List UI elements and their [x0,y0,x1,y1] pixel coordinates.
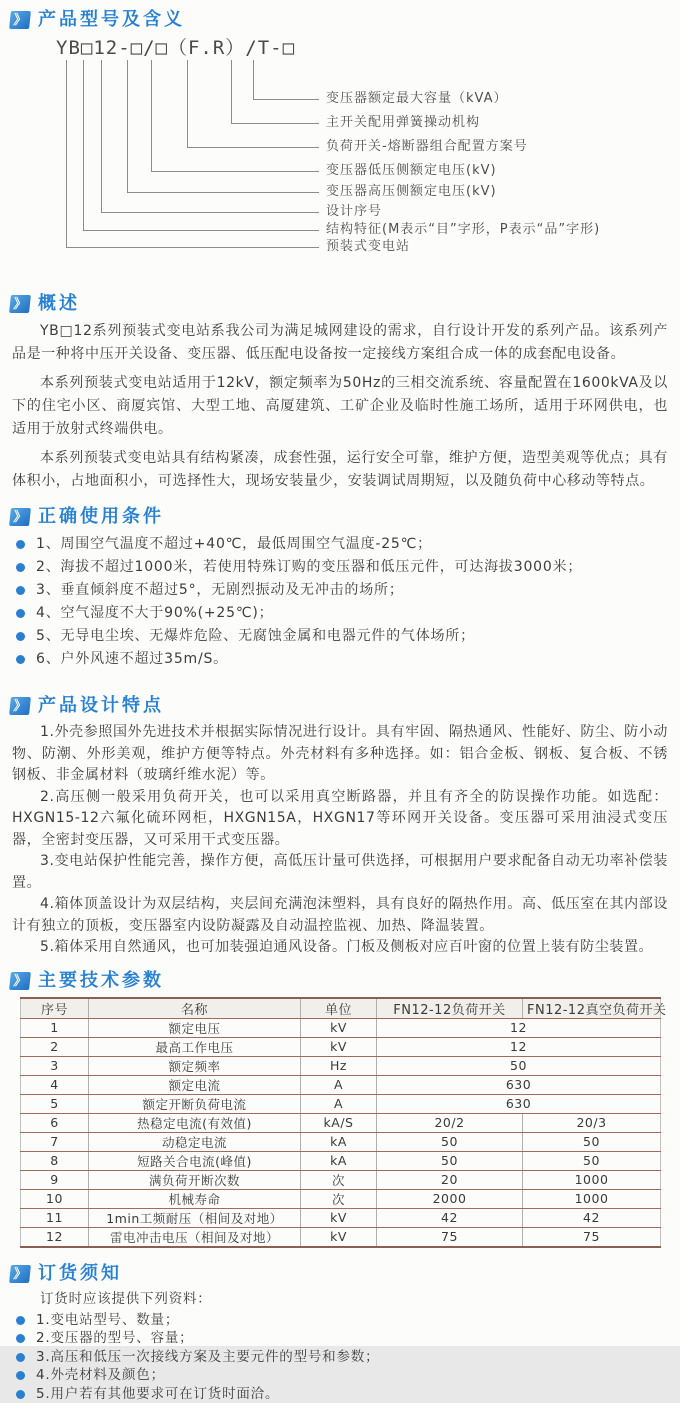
diagram-label: 负荷开关-熔断器组合配置方案号 [326,138,528,156]
table-cell: 满负荷开断次数 [89,1170,301,1189]
table-cell: 1 [21,1018,89,1037]
table-cell: 12 [21,1227,89,1247]
table-row [21,1227,661,1247]
table-cell: 6 [21,1113,89,1132]
table-cell: 8 [21,1151,89,1170]
section-title: 产品设计特点 [38,694,164,718]
table-cell: 1000 [523,1170,661,1189]
paragraph: 本系列预装式变电站适用于12kV，额定频率为50Hz的三相交流系统、容量配置在1600kVA及以下的住宅小区、商厦宾馆、大型工地、高厦建筑、工矿企业及临时性施工场所，适用于环网供电，也适用于放射式终端供电。 [12,372,668,441]
table-cell: 热稳定电流(有效值) [89,1113,301,1132]
conditions-list [0,533,680,670]
table-row [21,1037,661,1056]
table-cell: 12 [377,1037,661,1056]
list-item [16,533,668,555]
table-cell: 11 [21,1208,89,1227]
chevron-marker-icon: 》 [9,508,31,526]
section-model [0,8,680,270]
table-row [21,1132,661,1151]
bullet-icon [16,1353,25,1362]
model-diagram [0,36,680,270]
list-item-text: 4、空气湿度不大于90%(+25℃)； [36,605,273,621]
list-item [16,1330,668,1348]
model-code: YB□12-□/□（F.R）/T-□ [56,36,295,60]
table-header-cell: FN12-12负荷开关 [377,998,523,1019]
list-item [16,1349,668,1367]
list-item [16,1386,668,1403]
diagram-label: 结构特征(M表示“目”字形，P表示“品”字形) [326,221,600,239]
table-header-cell: 序号 [21,998,89,1019]
chevron-marker-icon: 》 [9,697,31,715]
chevron-marker-icon: 》 [9,1265,31,1283]
list-item [16,556,668,578]
section-parameters [0,969,680,1248]
diagram-label: 主开关配用弹簧操动机构 [326,114,480,132]
list-item-text: 1.变电站型号、数量； [36,1312,179,1328]
table-row [21,1094,661,1113]
bullet-icon [16,1316,25,1325]
section-title: 概述 [38,292,80,316]
section-conditions-heading [10,505,680,529]
table-cell: 次 [301,1189,377,1208]
table-cell: 10 [21,1189,89,1208]
section-model-heading [10,8,680,32]
table-cell: 630 [377,1094,661,1113]
table-cell: 42 [523,1208,661,1227]
table-cell: 机械寿命 [89,1189,301,1208]
list-item [16,625,668,647]
table-row [21,1189,661,1208]
section-features-heading [10,694,680,718]
overview-paragraphs [0,320,680,493]
table-cell: 5 [21,1094,89,1113]
bullet-icon [16,655,25,664]
list-item-text: 5、无导电尘埃、无爆炸危险、无腐蚀金属和电器元件的气体场所； [36,628,475,644]
bullet-icon [16,632,25,641]
table-row [21,1075,661,1094]
table-cell: 12 [377,1018,661,1037]
table-cell: 2 [21,1037,89,1056]
table-cell: 75 [377,1227,523,1247]
paragraph: 本系列预装式变电站具有结构紧凑，成套性强，运行安全可靠，维护方便，造型美观等优点；具有体积小，占地面积小，可选择性大，现场安装量少，安装调试周期短，以及随负荷中心移动等特点。 [12,447,668,493]
table-cell: 额定开断负荷电流 [89,1094,301,1113]
list-item-text: 5.用户若有其他要求可在订货时面洽。 [36,1386,279,1402]
table-cell: 雷电冲击电压（相间及对地） [89,1227,301,1247]
section-overview-heading [10,292,680,316]
chevron-marker-icon: 》 [9,11,31,29]
table-cell: 50 [523,1151,661,1170]
table-cell: kV [301,1208,377,1227]
ordering-intro: 订货时应该提供下列资料： [40,1290,668,1308]
parameters-table-wrap [20,997,660,1248]
bullet-icon [16,1371,25,1380]
diagram-connector [66,60,319,248]
bullet-icon [16,1334,25,1343]
list-item-text: 1、周围空气温度不超过+40℃，最低周围空气温度-25℃； [36,536,432,552]
table-cell: kV [301,1018,377,1037]
list-item-text: 4.外壳材料及颜色； [36,1367,165,1383]
diagram-label: 变压器高压侧额定电压(kV) [326,183,497,201]
diagram-label: 设计序号 [326,203,382,221]
list-item [16,602,668,624]
table-header-cell: 单位 [301,998,377,1019]
table-cell: 额定电流 [89,1075,301,1094]
diagram-label: 预装式变电站 [326,238,410,256]
table-cell: 9 [21,1170,89,1189]
section-title: 产品型号及含义 [38,8,185,32]
list-item [16,1367,668,1385]
paragraph: YB□12系列预装式变电站系我公司为满足城网建设的需求，自行设计开发的系列产品。该系列产品是一种将中压开关设备、变压器、低压配电设备按一定接线方案组合成一体的成套配电设备。 [12,320,668,366]
table-row [21,1113,661,1132]
table-cell: Hz [301,1056,377,1075]
chevron-marker-icon: 》 [9,295,31,313]
table-cell: 7 [21,1132,89,1151]
list-item [16,648,668,670]
table-cell: kV [301,1037,377,1056]
table-header-cell: 名称 [89,998,301,1019]
list-item [16,579,668,601]
paragraph: 3.变电站保护性能完善，操作方便，高低压计量可供选择，可根据用户要求配备自动无功率补偿装置。 [12,851,668,894]
section-ordering-heading [10,1262,680,1286]
table-cell: 4 [21,1075,89,1094]
table-cell: 动稳定电流 [89,1132,301,1151]
table-row [21,1170,661,1189]
list-item-text: 2、海拔不超过1000米，若使用特殊订购的变压器和低压元件，可达海拔3000米； [36,559,582,575]
diagram-label: 变压器低压侧额定电压(kV) [326,162,497,180]
table-cell: 50 [523,1132,661,1151]
table-cell: A [301,1075,377,1094]
section-overview [0,292,680,493]
section-title: 正确使用条件 [38,505,164,529]
table-cell: 20/3 [523,1113,661,1132]
table-row [21,1056,661,1075]
table-cell: 次 [301,1170,377,1189]
table-cell: kA [301,1132,377,1151]
bullet-icon [16,1390,25,1399]
table-cell: kA [301,1151,377,1170]
paragraph: 5.箱体采用自然通风，也可加装强迫通风设备。门板及侧板对应百叶窗的位置上装有防尘装置。 [12,937,668,959]
chevron-marker-icon: 》 [9,972,31,990]
list-item [16,1312,668,1330]
diagram-label: 变压器额定最大容量（kVA） [326,90,507,108]
table-header-cell: FN12-12真空负荷开关 [523,998,661,1019]
list-item-text: 6、户外风速不超过35m/S。 [36,651,228,667]
bullet-icon [16,586,25,595]
table-cell: 额定电压 [89,1018,301,1037]
section-parameters-heading [10,969,680,993]
table-cell: 630 [377,1075,661,1094]
table-row [21,1151,661,1170]
table-cell: kA/S [301,1113,377,1132]
paragraph: 1.外壳参照国外先进技术并根据实际情况进行设计。具有牢固、隔热通风、性能好、防尘、防小动物、防潮、外形美观，维护方便等特点。外壳材料有多种选择。如：铝合金板、钢板、复合板、不锈钢板、非金属材料（玻璃纤维水泥）等。 [12,722,668,787]
section-ordering [0,1262,680,1403]
table-cell: 20 [377,1170,523,1189]
table-cell: 42 [377,1208,523,1227]
bullet-icon [16,540,25,549]
list-item-text: 3.高压和低压一次接线方案及主要元件的型号和参数； [36,1349,379,1365]
table-cell: A [301,1094,377,1113]
table-cell: 1000 [523,1189,661,1208]
table-row [21,1018,661,1037]
list-item-text: 3、垂直倾斜度不超过5°，无剧烈振动及无冲击的场所； [36,582,404,598]
table-cell: kV [301,1227,377,1247]
bullet-icon [16,609,25,618]
table-cell: 3 [21,1056,89,1075]
table-cell: 50 [377,1151,523,1170]
table-cell: 最高工作电压 [89,1037,301,1056]
table-cell: 75 [523,1227,661,1247]
section-features [0,694,680,959]
table-cell: 50 [377,1132,523,1151]
table-cell: 2000 [377,1189,523,1208]
paragraph: 4.箱体顶盖设计为双层结构，夹层间充满泡沫塑料，具有良好的隔热作用。高、低压室在其内部设计有独立的顶板，变压器室内设防凝露及自动温控监视、加热、降温装置。 [12,894,668,937]
section-title: 主要技术参数 [38,969,164,993]
ordering-list [0,1312,680,1403]
table-row [21,1208,661,1227]
parameters-table [20,997,661,1248]
table-cell: 1min工频耐压（相间及对地） [89,1208,301,1227]
table-cell: 20/2 [377,1113,523,1132]
table-header-row [21,998,661,1019]
table-cell: 额定频率 [89,1056,301,1075]
table-cell: 50 [377,1056,661,1075]
section-conditions [0,505,680,670]
list-item-text: 2.变压器的型号、容量； [36,1330,193,1346]
bullet-icon [16,563,25,572]
table-cell: 短路关合电流(峰值) [89,1151,301,1170]
features-paragraphs [0,722,680,959]
paragraph: 2.高压侧一般采用负荷开关，也可以采用真空断路器，并且有齐全的防误操作功能。如选配：HXGN15-12六氟化硫环网柜，HXGN15A，HXGN17等环网开关设备。变压器可采用油浸式变压器，全密封变压器，又可采用干式变压器。 [12,787,668,852]
section-title: 订货须知 [38,1262,122,1286]
